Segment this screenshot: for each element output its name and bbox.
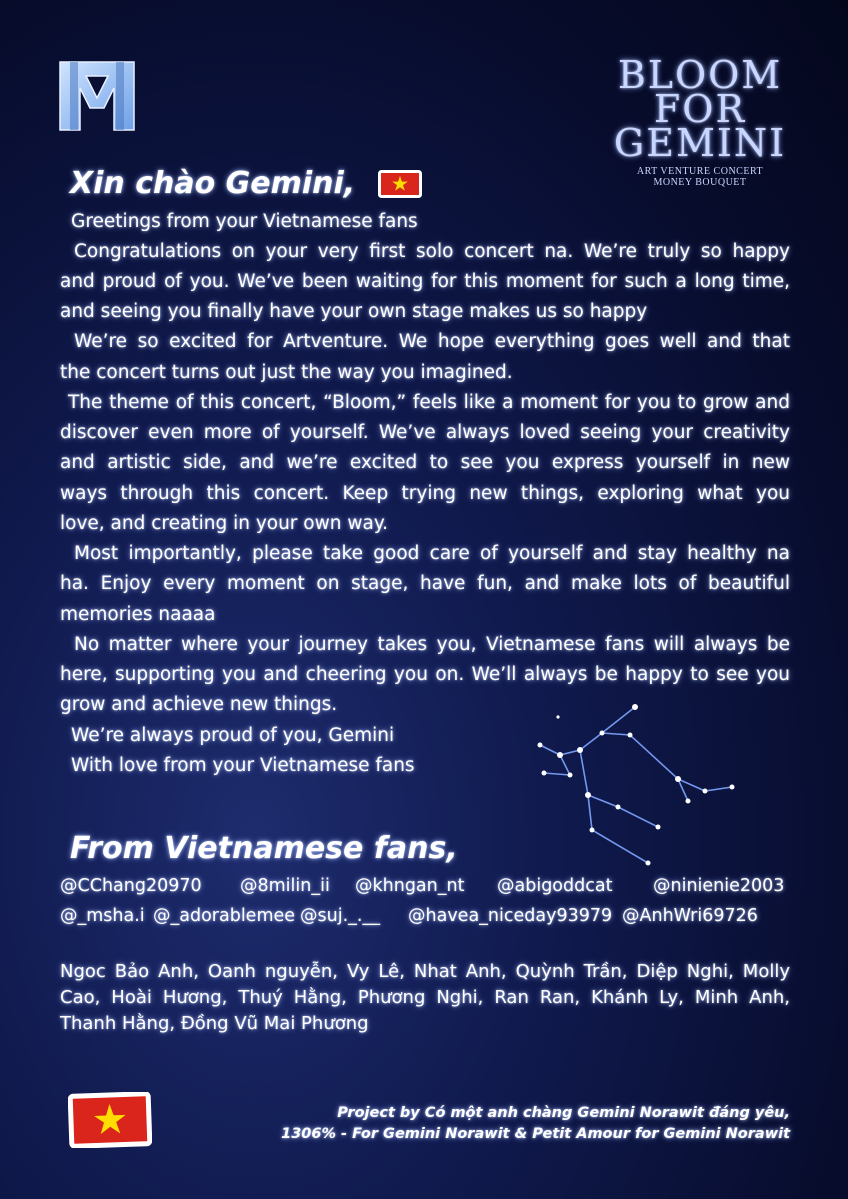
handles-row bbox=[60, 876, 790, 900]
letter-line: here, supporting you and cheering you on. We’ll always be happy to see you bbox=[60, 664, 790, 685]
fan-names-line: Cao, Hoài Hương, Thuý Hằng, Phương Nghi, Ran Ran, Khánh Ly, Minh Anh, bbox=[60, 987, 790, 1008]
fan-handle: @abigoddcat bbox=[497, 876, 613, 896]
fan-handle: @8milin_ii bbox=[240, 876, 330, 896]
fan-handle: @khngan_nt bbox=[355, 876, 465, 896]
letter-line: and seeing you finally have your own stage makes us so happy bbox=[60, 301, 648, 322]
letter-line: The theme of this concert, “Bloom,” feels like a moment for you to grow and bbox=[68, 392, 790, 413]
brand-word-gemini: GEMINI bbox=[613, 121, 787, 165]
footer-credit-line-1: Project by Có một anh chàng Gemini Norawit đáng yêu, bbox=[337, 1105, 790, 1121]
fan-handle: @havea_niceday93979 bbox=[408, 906, 613, 926]
letter-line: Most importantly, please take good care of yourself and stay healthy na bbox=[74, 543, 790, 564]
letter-line: Congratulations on your very first solo concert na. We’re truly so happy bbox=[74, 241, 790, 262]
brand-word-for: FOR bbox=[653, 87, 747, 131]
letter-line: With love from your Vietnamese fans bbox=[71, 755, 415, 776]
letter-line: memories naaaa bbox=[60, 604, 216, 625]
letter-line: We’re always proud of you, Gemini bbox=[71, 725, 395, 746]
from-title: From Vietnamese fans, bbox=[70, 831, 458, 866]
letter-line: No matter where your journey takes you, Vietnamese fans will always be bbox=[74, 634, 790, 655]
fan-handle: @CChang20970 bbox=[60, 876, 202, 896]
letter-line: ha. Enjoy every moment on stage, have fun, and make lots of beautiful bbox=[60, 573, 790, 594]
letter-line: We’re so excited for Artventure. We hope everything goes well and that bbox=[74, 331, 790, 352]
letter-line: ways through this concert. Keep trying new things, exploring what you bbox=[60, 483, 790, 504]
fan-names-line: Thanh Hằng, Đồng Vũ Mai Phương bbox=[60, 1013, 369, 1034]
letter-line: discover even more of yourself. We’ve always loved seeing your creativity bbox=[60, 422, 790, 443]
gemini-constellation-icon bbox=[530, 695, 770, 875]
m-logo-icon bbox=[56, 58, 138, 134]
letter-line: and proud of you. We’ve been waiting for this moment for such a long time, bbox=[60, 271, 790, 292]
bloom-for-gemini-logo bbox=[600, 53, 800, 188]
brand-subtitle-1: ART VENTURE CONCERT bbox=[636, 166, 764, 177]
fan-handle: @AnhWri69726 bbox=[622, 906, 758, 926]
fan-names-line: Ngoc Bảo Anh, Oanh nguyễn, Vy Lê, Nhat Anh, Quỳnh Trần, Diệp Nghi, Molly bbox=[60, 961, 790, 982]
fan-handle: @_adorablemee bbox=[153, 906, 296, 926]
fan-handle: @suj._.__ bbox=[300, 906, 380, 926]
letter-line: grow and achieve new things. bbox=[60, 694, 338, 715]
greeting-title: Xin chào Gemini, bbox=[70, 166, 356, 201]
handles-row bbox=[60, 906, 790, 930]
letter-line: love, and creating in your own way. bbox=[60, 513, 389, 534]
footer-credit-line-2: 1306% - For Gemini Norawit & Petit Amour for Gemini Norawit bbox=[281, 1126, 790, 1142]
vietnam-flag-icon bbox=[378, 170, 422, 198]
brand-subtitle-2: MONEY BOUQUET bbox=[653, 177, 747, 188]
letter-line: the concert turns out just the way you imagined. bbox=[60, 362, 513, 383]
brand-word-bloom: BLOOM bbox=[617, 53, 783, 97]
fan-handle: @_msha.i bbox=[60, 906, 145, 926]
fan-handle: @ninienie2003 bbox=[653, 876, 785, 896]
letter-line: and artistic side, and we’re excited to see you express yourself in new bbox=[60, 452, 790, 473]
letter-line: Greetings from your Vietnamese fans bbox=[71, 211, 418, 232]
